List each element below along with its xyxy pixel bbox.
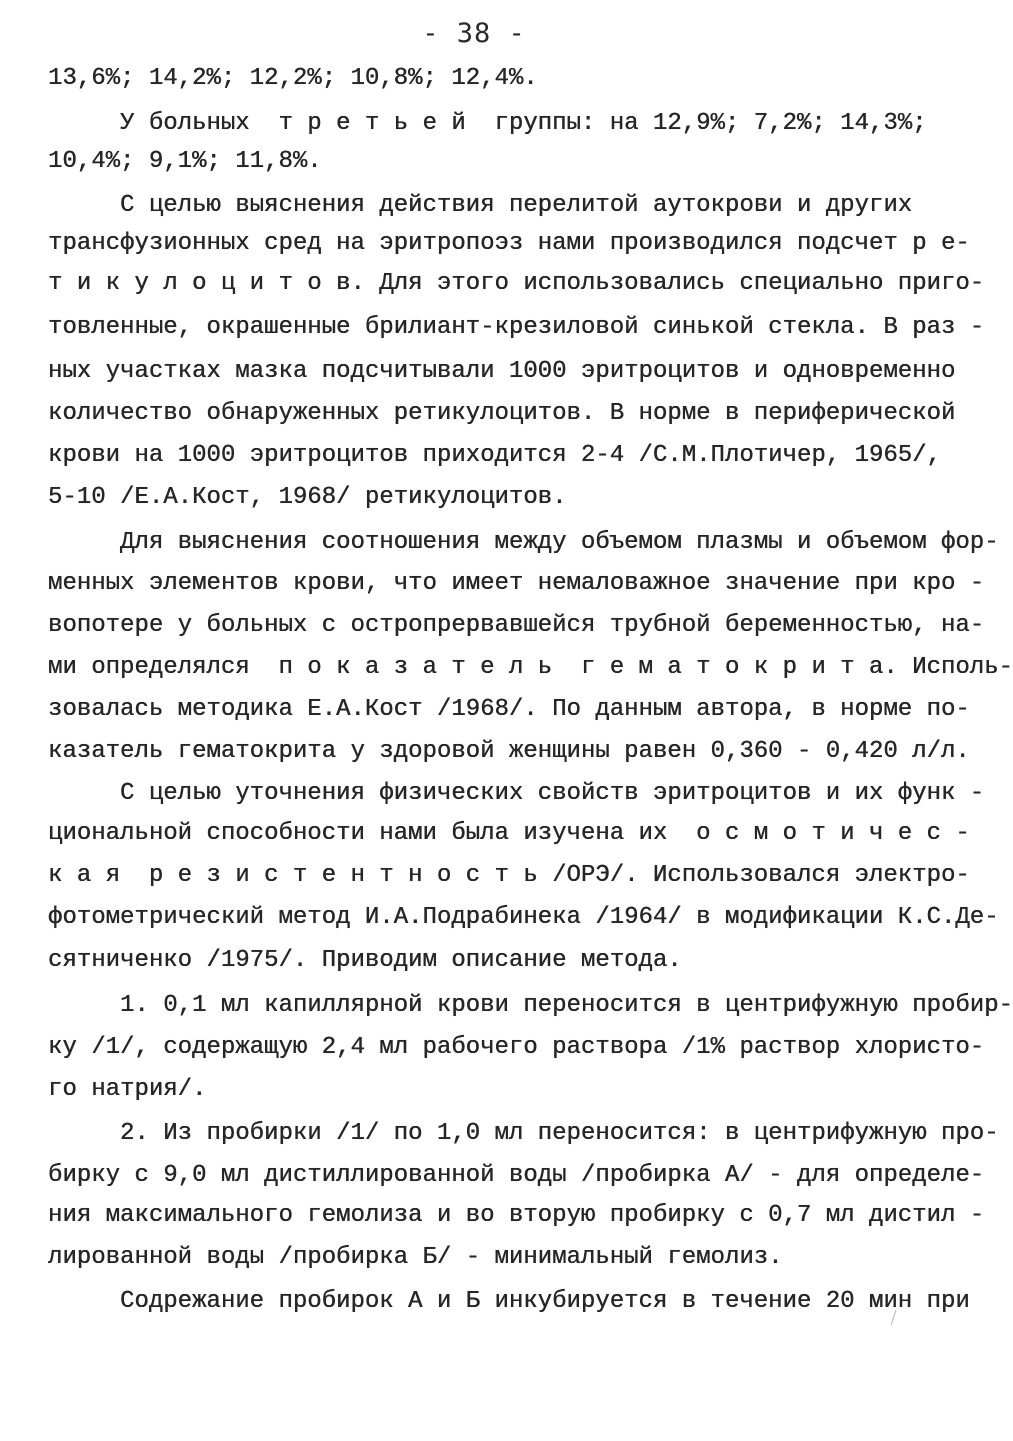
text-line: 1. 0,1 мл капиллярной крови переносится в центрифужную пробир- bbox=[48, 992, 1013, 1019]
text-line: сятниченко /1975/. Приводим описание метода. bbox=[48, 947, 682, 974]
text-line: 5-10 /Е.А.Кост, 1968/ ретикулоцитов. bbox=[48, 484, 567, 511]
text-line: казатель гематокрита у здоровой женщины равен 0,360 - 0,420 л/л. bbox=[48, 738, 970, 765]
text-line: го натрия/. bbox=[48, 1076, 207, 1103]
text-line: ку /1/, содержащую 2,4 мл рабочего раствора /1% раствор хлористо- bbox=[48, 1034, 985, 1061]
text-line: 2. Из пробирки /1/ по 1,0 мл переносится: в центрифужную про- bbox=[48, 1120, 999, 1147]
text-line: бирку с 9,0 мл дистиллированной воды /пробирка А/ - для определе- bbox=[48, 1162, 985, 1189]
text-line: товленные, окрашенные брилиант-крезиловой синькой стекла. В раз - bbox=[48, 314, 985, 341]
text-line: количество обнаруженных ретикулоцитов. В норме в периферической bbox=[48, 400, 956, 427]
text-line: менных элементов крови, что имеет немаловажное значение при кро - bbox=[48, 570, 985, 597]
text-line: ния максимального гемолиза и во вторую пробирку с 0,7 мл дистил - bbox=[48, 1202, 985, 1229]
text-line: крови на 1000 эритроцитов приходится 2-4 /С.М.Плотичер, 1965/, bbox=[48, 442, 941, 469]
text-line: Для выяснения соотношения между объемом плазмы и объемом фор- bbox=[48, 529, 999, 556]
text-line: фотометрический метод И.А.Подрабинека /1964/ в модификации К.С.Де- bbox=[48, 904, 999, 931]
text-line: лированной воды /пробирка Б/ - минимальный гемолиз. bbox=[48, 1244, 783, 1271]
text-line: циональной способности нами была изучена их о с м о т и ч е с - bbox=[48, 820, 970, 847]
text-line: 10,4%; 9,1%; 11,8%. bbox=[48, 148, 322, 175]
text-line: к а я р е з и с т е н т н о с т ь /ОРЭ/. Использовался электро- bbox=[48, 862, 970, 889]
page-number: - 38 - bbox=[422, 18, 526, 49]
text-line: т и к у л о ц и т о в. Для этого использовались специально приго- bbox=[48, 270, 985, 297]
text-line: ных участках мазка подсчитывали 1000 эритроцитов и одновременно bbox=[48, 358, 956, 385]
text-line: зовалась методика Е.А.Кост /1968/. По данным автора, в норме по- bbox=[48, 696, 970, 723]
text-line: вопотере у больных с остропрервавшейся трубной беременностью, на- bbox=[48, 612, 985, 639]
text-line: 13,6%; 14,2%; 12,2%; 10,8%; 12,4%. bbox=[48, 65, 538, 92]
text-line: Содрежание пробирок А и Б инкубируется в течение 20 мин при bbox=[48, 1288, 970, 1315]
text-line: С целью выяснения действия перелитой аутокрови и других bbox=[48, 192, 913, 219]
text-line: У больных т р е т ь е й группы: на 12,9%; 7,2%; 14,3%; bbox=[48, 110, 927, 137]
text-line: трансфузионных сред на эритропоэз нами производился подсчет р е- bbox=[48, 230, 970, 257]
text-line: ми определялся п о к а з а т е л ь г е м а т о к р и т а. Исполь- bbox=[48, 654, 1013, 681]
text-line: С целью уточнения физических свойств эритроцитов и их функ - bbox=[48, 780, 985, 807]
